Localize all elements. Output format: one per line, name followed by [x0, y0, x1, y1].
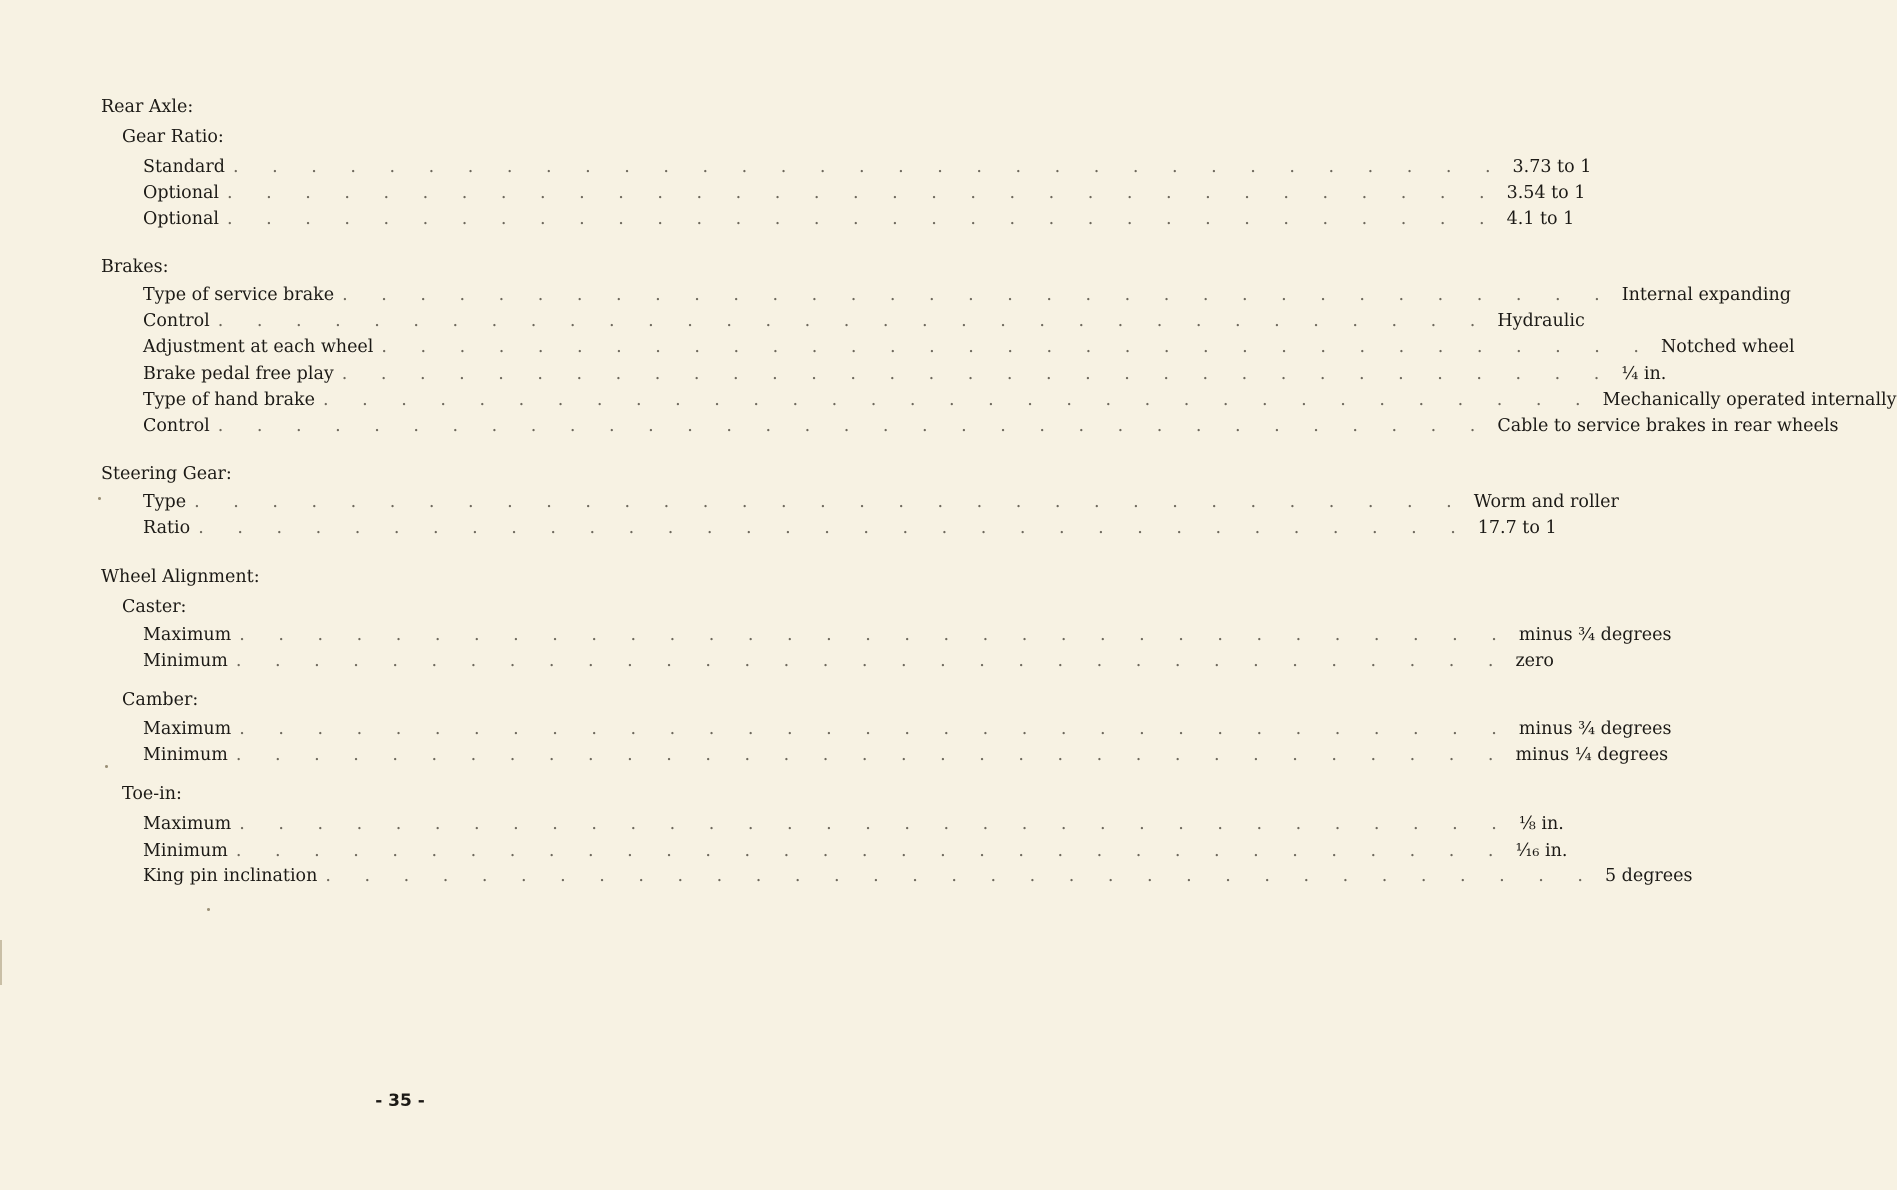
subsection-heading: Gear Ratio:	[122, 127, 224, 147]
dot-leader: . . . . . . . . . . . . . . . . . . . . . . . . . . . . . . . . .	[194, 492, 1466, 512]
spec-value: Internal expanding	[1621, 285, 1791, 305]
page-number: - 35 -	[375, 1091, 425, 1111]
spec-value: 5 degrees	[1604, 866, 1693, 886]
subsection-heading: Camber:	[122, 690, 199, 710]
spec-value: ⅛ in.	[1518, 814, 1564, 834]
subsection-heading: Caster:	[122, 597, 187, 617]
spec-row	[143, 284, 1791, 306]
dot-leader: . . . . . . . . . . . . . . . . . . . . . . . . . . . . . . . . .	[239, 625, 1511, 645]
spec-row	[143, 840, 1568, 862]
spec-value: Worm and roller	[1473, 492, 1619, 512]
spec-row	[143, 744, 1669, 766]
spec-label: Maximum	[143, 625, 232, 645]
spec-value: Notched wheel	[1660, 337, 1795, 357]
spec-row	[143, 624, 1672, 646]
spec-value: minus ¾ degrees	[1518, 625, 1672, 645]
spec-value: Mechanically operated internally	[1602, 390, 1897, 410]
spec-value: 3.73 to 1	[1512, 157, 1592, 177]
dot-leader: . . . . . . . . . . . . . . . . . . . . . . . . . . . . . . . . .	[235, 745, 1508, 765]
spec-row	[143, 182, 1586, 204]
spec-value: 3.54 to 1	[1506, 183, 1586, 203]
spec-label: Control	[143, 416, 210, 436]
spec-row	[143, 363, 1667, 385]
spec-row	[143, 491, 1619, 513]
spec-row	[143, 865, 1693, 887]
dot-leader: . . . . . . . . . . . . . . . . . . . . . . . . . . . . . . . . .	[239, 719, 1511, 739]
dot-leader: . . . . . . . . . . . . . . . . . . . . . . . . . . . . . . . . .	[232, 157, 1505, 177]
spec-value: 4.1 to 1	[1506, 209, 1575, 229]
dot-leader: . . . . . . . . . . . . . . . . . . . . . . . . . . . . . . . . .	[235, 651, 1508, 671]
dot-leader: . . . . . . . . . . . . . . . . . . . . . . . . . . . . . . . . .	[325, 866, 1597, 886]
spec-value: 17.7 to 1	[1477, 518, 1557, 538]
section-heading: Steering Gear:	[101, 464, 232, 484]
spec-row	[143, 813, 1564, 835]
dot-leader: . . . . . . . . . . . . . . . . . . . . . . . . . . . . . . . . .	[322, 390, 1595, 410]
spec-label: Minimum	[143, 841, 228, 861]
spec-label: Maximum	[143, 814, 232, 834]
spec-value: Hydraulic	[1497, 311, 1585, 331]
spec-value: minus ¾ degrees	[1518, 719, 1672, 739]
spec-label: Minimum	[143, 651, 228, 671]
dot-leader: . . . . . . . . . . . . . . . . . . . . . . . . . . . . . . . . .	[217, 311, 1490, 331]
spec-label: Control	[143, 311, 210, 331]
dot-leader: . . . . . . . . . . . . . . . . . . . . . . . . . . . . . . . . .	[198, 518, 1470, 538]
dot-leader: . . . . . . . . . . . . . . . . . . . . . . . . . . . . . . . . .	[341, 364, 1614, 384]
spec-value: Cable to service brakes in rear wheels	[1497, 416, 1839, 436]
spec-row	[143, 650, 1554, 672]
spec-label: Type	[143, 492, 187, 512]
spec-value: ¹⁄₁₆ in.	[1515, 841, 1568, 861]
section-heading: Rear Axle:	[101, 97, 194, 117]
spec-value: zero	[1515, 651, 1554, 671]
spec-label: Optional	[143, 209, 220, 229]
spec-row	[143, 310, 1585, 332]
spec-label: Standard	[143, 157, 225, 177]
spec-row	[143, 208, 1575, 230]
dot-leader: . . . . . . . . . . . . . . . . . . . . . . . . . . . . . . . . .	[227, 183, 1499, 203]
spec-row	[143, 415, 1839, 437]
spec-row	[143, 336, 1795, 358]
dot-leader: . . . . . . . . . . . . . . . . . . . . . . . . . . . . . . . . .	[239, 814, 1511, 834]
paper-speck	[98, 497, 101, 500]
spec-row	[143, 156, 1592, 178]
subsection-heading: Toe-in:	[122, 784, 182, 804]
spec-row	[143, 718, 1672, 740]
spec-label: Brake pedal free play	[143, 364, 334, 384]
dot-leader: . . . . . . . . . . . . . . . . . . . . . . . . . . . . . . . . .	[342, 285, 1614, 305]
spec-value: minus ¼ degrees	[1515, 745, 1669, 765]
spec-label: Maximum	[143, 719, 232, 739]
paper-speck	[105, 765, 108, 768]
spec-label: Ratio	[143, 518, 191, 538]
paper-edge-shadow	[0, 940, 2, 985]
spec-label: Type of service brake	[143, 285, 335, 305]
spec-label: Adjustment at each wheel	[143, 337, 374, 357]
dot-leader: . . . . . . . . . . . . . . . . . . . . . . . . . . . . . . . . .	[235, 841, 1508, 861]
spec-label: Type of hand brake	[143, 390, 315, 410]
dot-leader: . . . . . . . . . . . . . . . . . . . . . . . . . . . . . . . . .	[381, 337, 1653, 357]
paper-speck	[207, 908, 210, 911]
section-heading: Wheel Alignment:	[101, 567, 260, 587]
spec-row	[143, 517, 1557, 539]
dot-leader: . . . . . . . . . . . . . . . . . . . . . . . . . . . . . . . . .	[227, 209, 1499, 229]
spec-value: ¼ in.	[1621, 364, 1667, 384]
section-heading: Brakes:	[101, 257, 169, 277]
spec-label: King pin inclination	[143, 866, 318, 886]
spec-label: Minimum	[143, 745, 228, 765]
spec-row	[143, 389, 1897, 411]
dot-leader: . . . . . . . . . . . . . . . . . . . . . . . . . . . . . . . . .	[217, 416, 1490, 436]
spec-label: Optional	[143, 183, 220, 203]
